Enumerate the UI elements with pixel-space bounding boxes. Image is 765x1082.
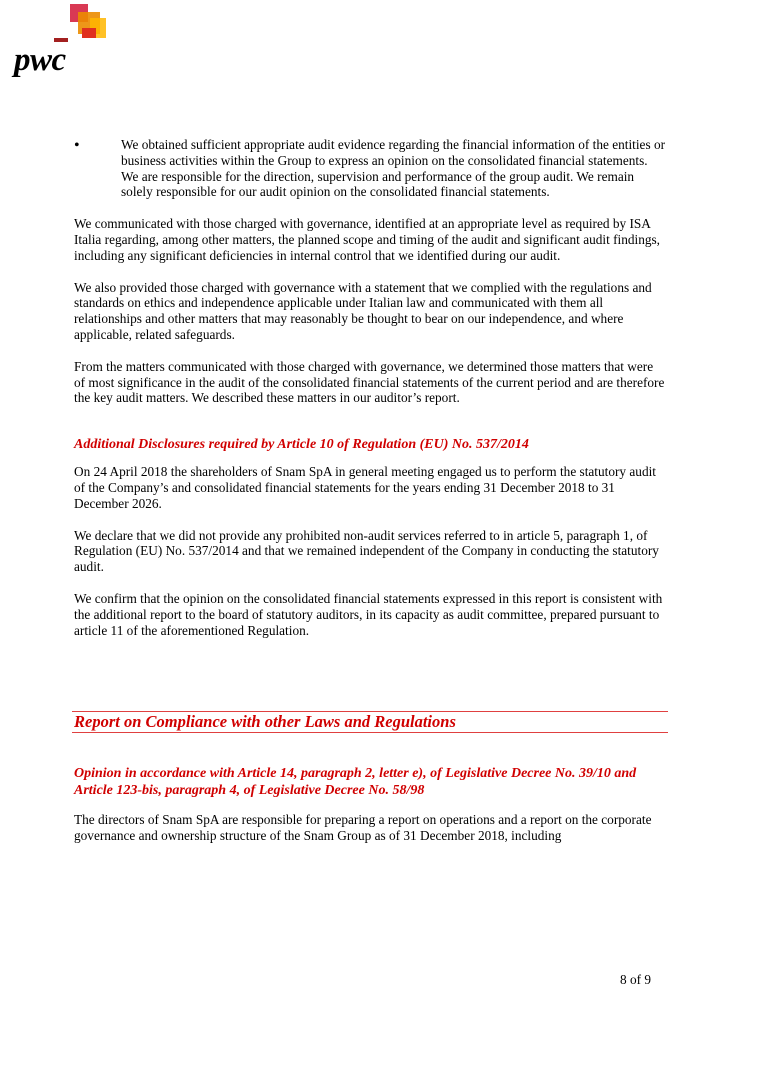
paragraph-key-audit-matters: From the matters communicated with those charged with governance, we determined those matters that were of most significance in the audit of the consolidated financial statements of the current period and are therefore the key audit matters. We described these matters in our auditor’s report.: [74, 358, 665, 406]
paragraph-non-audit-services: We declare that we did not provide any prohibited non-audit services referred to in article 5, paragraph 1, of Regulation (EU) No. 537/2014 and that we remained independent of the Company in conducting the statutory audit.: [74, 527, 659, 575]
pwc-logo: [14, 4, 110, 76]
logo-square-rose: [82, 28, 96, 38]
compliance-body: [74, 765, 666, 844]
paragraph-directors: The directors of Snam SpA are responsible for preparing a report on operations and a report on the corporate governance and ownership structure of the Snam Group as of 31 December 2018, including: [74, 812, 652, 843]
opinion-heading: Opinion in accordance with Article 14, paragraph 2, letter e), of Legislative Decree No. 39/10 and Article 123-bis, paragraph 4, of Legislative Decree No. 58/98: [74, 766, 637, 798]
bullet-marker: •: [74, 137, 80, 154]
bullet-text: We obtained sufficient appropriate audit evidence regarding the financial information of the entities or business activities within the Group to express an opinion on the consolidated financial statements. We are responsible for the direction, supervision and performance of the group audit. We remain solely responsible for our audit opinion on the consolidated financial statements.: [121, 137, 666, 200]
paragraph-governance: We communicated with those charged with governance, identified at an appropriate level as required by ISA Italia regarding, among other matters, the planned scope and timing of the audit and significant audit findings, including any significant deficiencies in internal control that we identified during our audit.: [74, 216, 661, 263]
report-body: [74, 137, 666, 638]
additional-disclosures-heading: Additional Disclosures required by Article 10 of Regulation (EU) No. 537/2014: [74, 437, 529, 453]
paragraph-engagement: On 24 April 2018 the shareholders of Snam SpA in general meeting engaged us to perform the statutory audit of the Company’s and consolidated financial statements for the years ending 31 December 2018 to 31 December 2026.: [74, 464, 656, 511]
bullet-item: [74, 137, 666, 200]
logo-text: pwc: [14, 42, 66, 78]
paragraph-independence: We also provided those charged with governance with a statement that we complied with the regulations and standards on ethics and independence applicable under Italian law and communicated with them all relationships and other matters that may reasonably be thought to bear on our independence, and where applicable, related safeguards.: [74, 279, 652, 342]
paragraph-opinion-consistency: We confirm that the opinion on the consolidated financial statements expressed in this report is consistent with the additional report to the board of statutory auditors, in its capacity as audit committee, prepared pursuant to article 11 of the aforementioned Regulation.: [74, 590, 663, 638]
compliance-section-title: Report on Compliance with other Laws and Regulations: [72, 711, 668, 733]
page-number: 8 of 9: [620, 972, 652, 987]
